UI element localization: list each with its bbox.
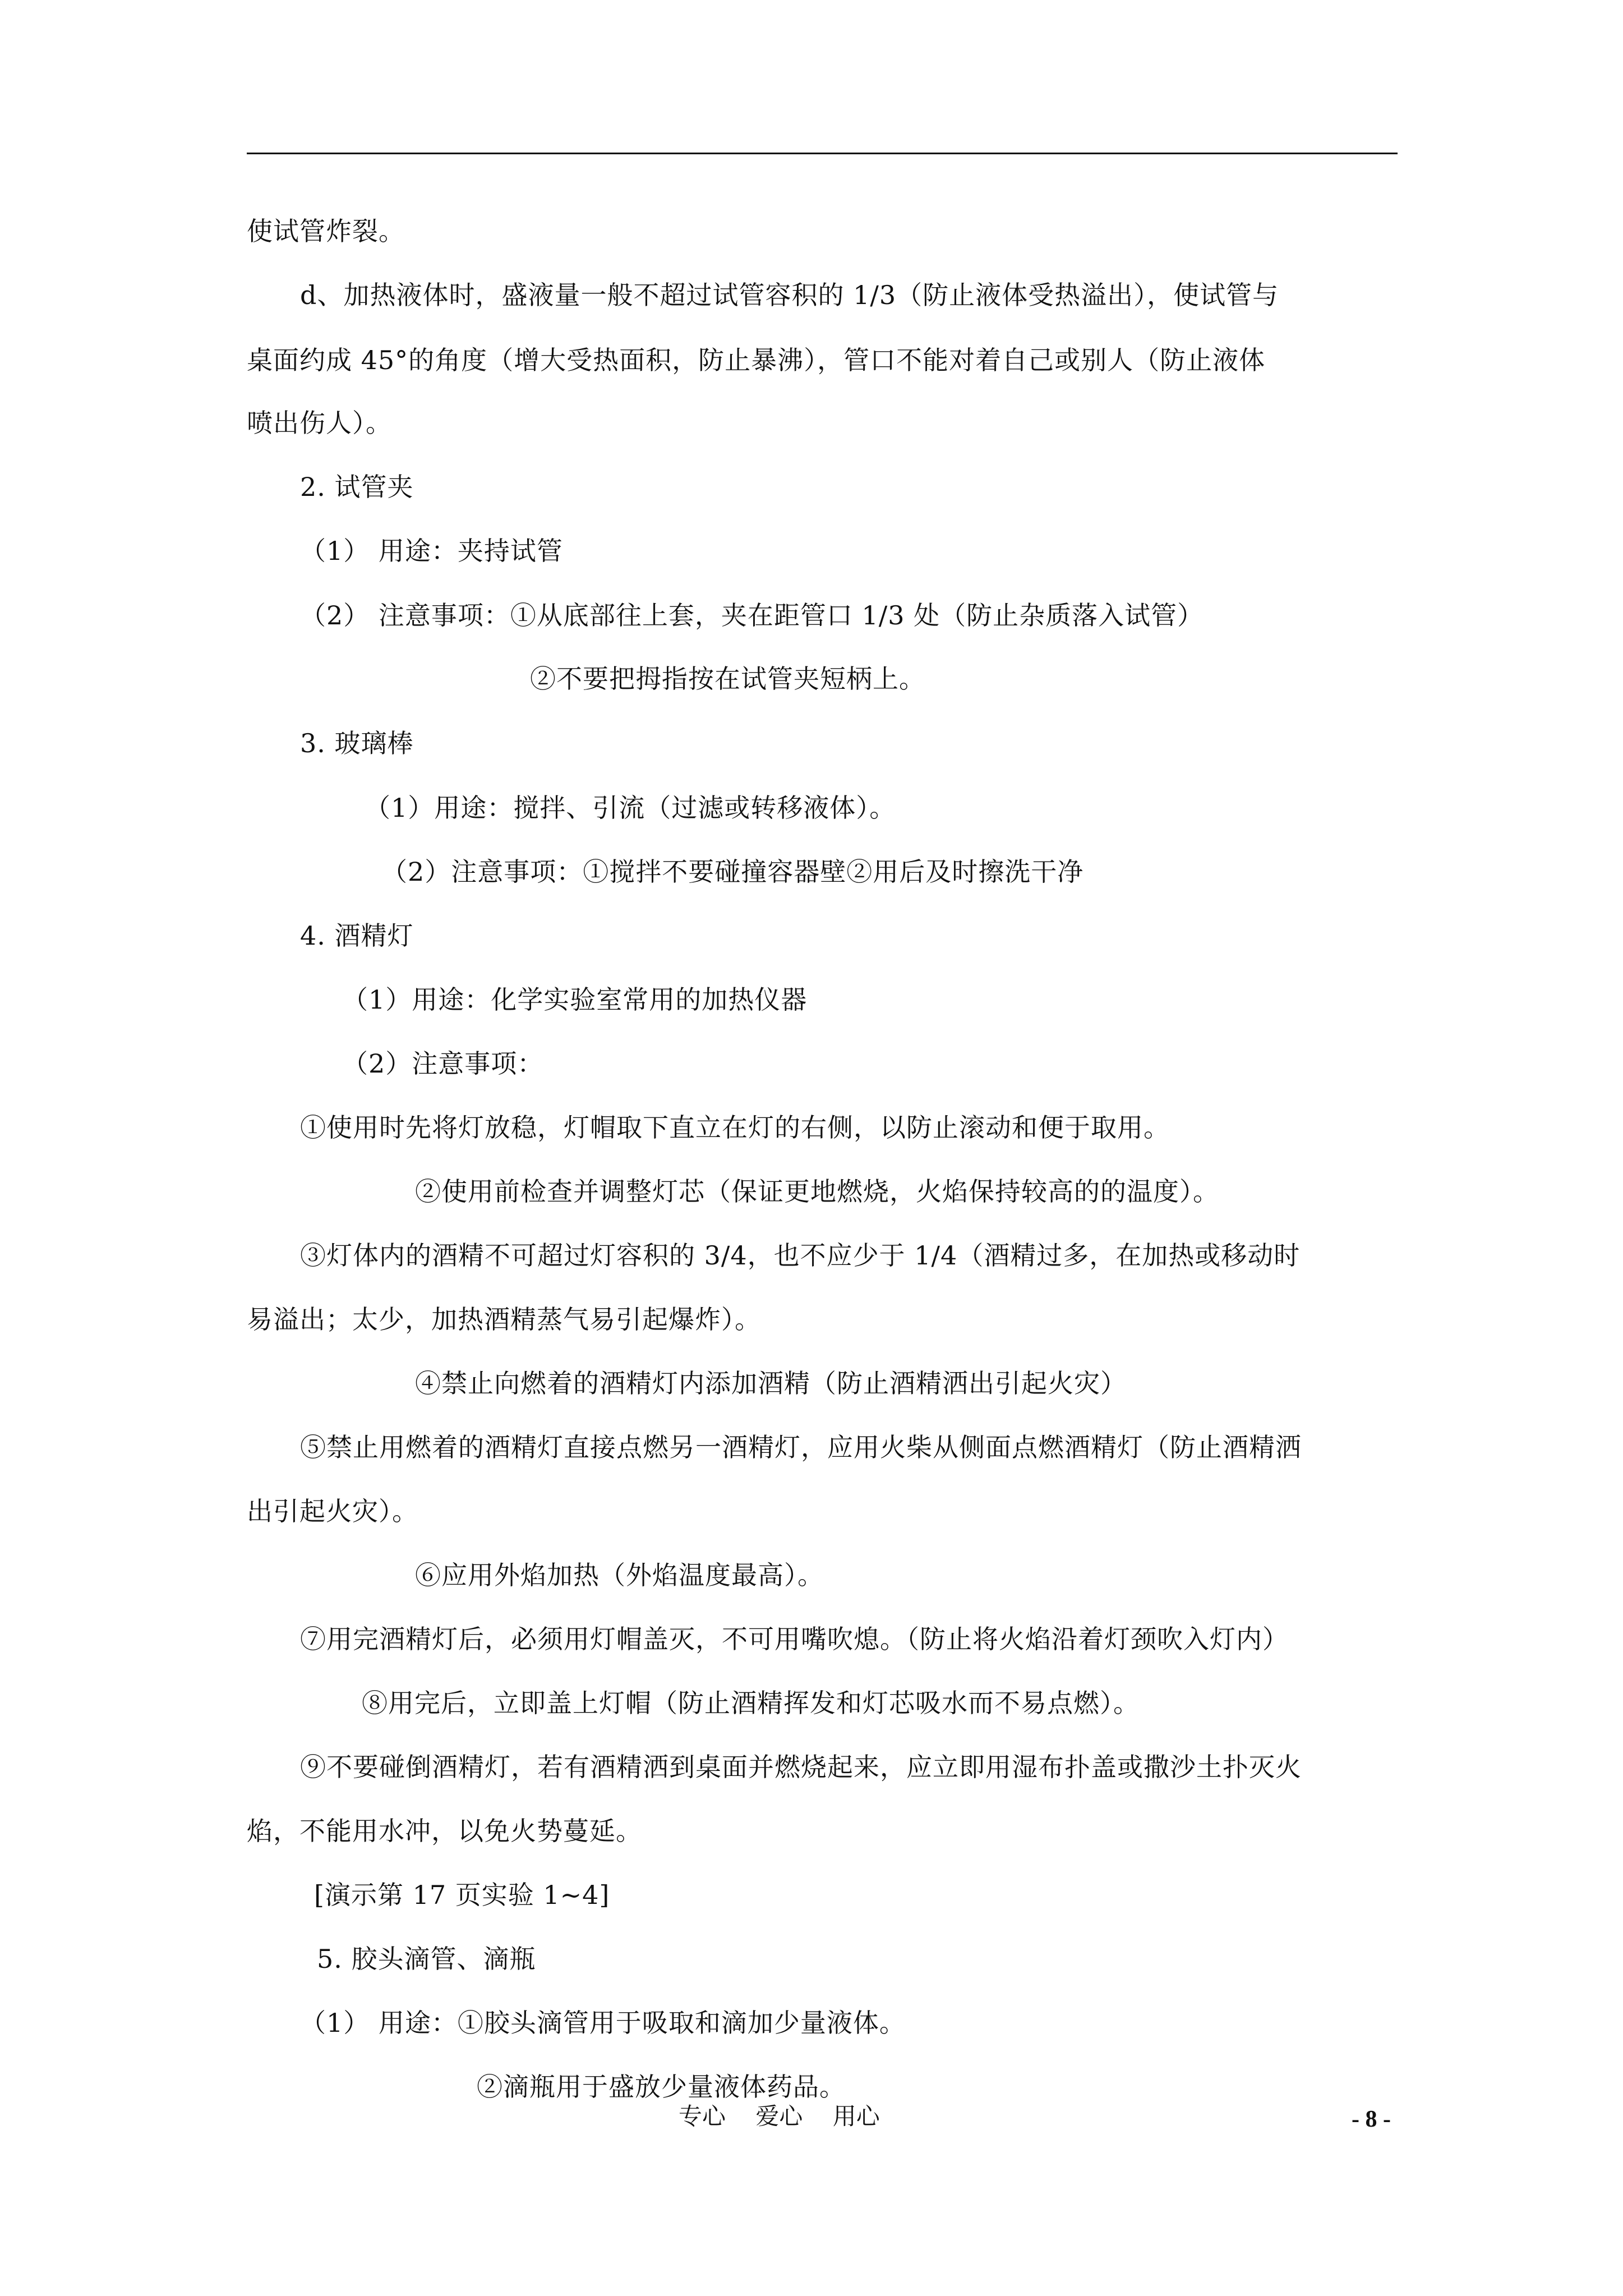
text-line: （1）用途：搅拌、引流（过滤或转移液体）。 xyxy=(365,793,896,823)
text-line: （2） 注意事项：①从底部往上套，夹在距管口 1/3 处（防止杂质落入试管） xyxy=(300,600,1204,631)
text-line: （1） 用途：①胶头滴管用于吸取和滴加少量液体。 xyxy=(300,2008,906,2038)
text-line: 使试管炸裂。 xyxy=(247,216,405,246)
text-line: 4. 酒精灯 xyxy=(300,921,414,951)
text-line: ②不要把拇指按在试管夹短柄上。 xyxy=(530,664,925,694)
text-line: （1） 用途：夹持试管 xyxy=(300,536,563,566)
text-line: [演示第 17 页实验 1~4] xyxy=(314,1880,610,1910)
text-line: d、加热液体时，盛液量一般不超过试管容积的 1/3（防止液体受热溢出），使试管与 xyxy=(300,280,1279,310)
text-line: 出引起火灾）。 xyxy=(247,1496,418,1526)
text-line: ③灯体内的酒精不可超过灯容积的 3/4，也不应少于 1/4（酒精过多，在加热或移动时 xyxy=(300,1240,1301,1271)
text-line: ⑧用完后，立即盖上灯帽（防止酒精挥发和灯芯吸水而不易点燃）。 xyxy=(362,1688,1140,1718)
text-line: 2. 试管夹 xyxy=(300,472,414,502)
text-line: ⑥应用外焰加热（外焰温度最高）。 xyxy=(415,1560,824,1590)
text-line: 3. 玻璃棒 xyxy=(300,728,414,758)
text-line: 焰，不能用水冲，以免火势蔓延。 xyxy=(247,1816,642,1846)
text-line: ⑤禁止用燃着的酒精灯直接点燃另一酒精灯，应用火柴从侧面点燃酒精灯（防止酒精洒 xyxy=(300,1432,1302,1462)
text-line: 5. 胶头滴管、滴瓶 xyxy=(317,1944,536,1974)
text-line: ②使用前检查并调整灯芯（保证更地燃烧，火焰保持较高的的温度）。 xyxy=(415,1176,1219,1207)
text-line: ⑦用完酒精灯后，必须用灯帽盖灭，不可用嘴吹熄。（防止将火焰沿着灯颈吹入灯内） xyxy=(300,1624,1289,1654)
text-line: （1）用途：化学实验室常用的加热仪器 xyxy=(342,984,808,1015)
text-line: ④禁止向燃着的酒精灯内添加酒精（防止酒精洒出引起火灾） xyxy=(415,1368,1127,1398)
footer-motto: 专心 爱心 用心 xyxy=(679,2102,880,2130)
text-line: 桌面约成 45°的角度（增大受热面积，防止暴沸），管口不能对着自己或别人（防止液体 xyxy=(247,345,1266,375)
page-number: - 8 - xyxy=(1352,2106,1391,2132)
text-line: 易溢出；太少，加热酒精蒸气易引起爆炸）。 xyxy=(247,1304,761,1335)
text-line: ⑨不要碰倒酒精灯，若有酒精洒到桌面并燃烧起来，应立即用湿布扑盖或撒沙土扑灭火 xyxy=(300,1752,1302,1782)
text-line: 喷出伤人）。 xyxy=(247,408,392,438)
text-line: ①使用时先将灯放稳，灯帽取下直立在灯的右侧，以防止滚动和便于取用。 xyxy=(300,1112,1170,1143)
header-rule xyxy=(247,153,1398,154)
text-line: （2）注意事项： xyxy=(342,1048,544,1079)
text-line: ②滴瓶用于盛放少量液体药品。 xyxy=(477,2072,846,2102)
text-line: （2）注意事项：①搅拌不要碰撞容器壁②用后及时擦洗干净 xyxy=(381,857,1084,887)
